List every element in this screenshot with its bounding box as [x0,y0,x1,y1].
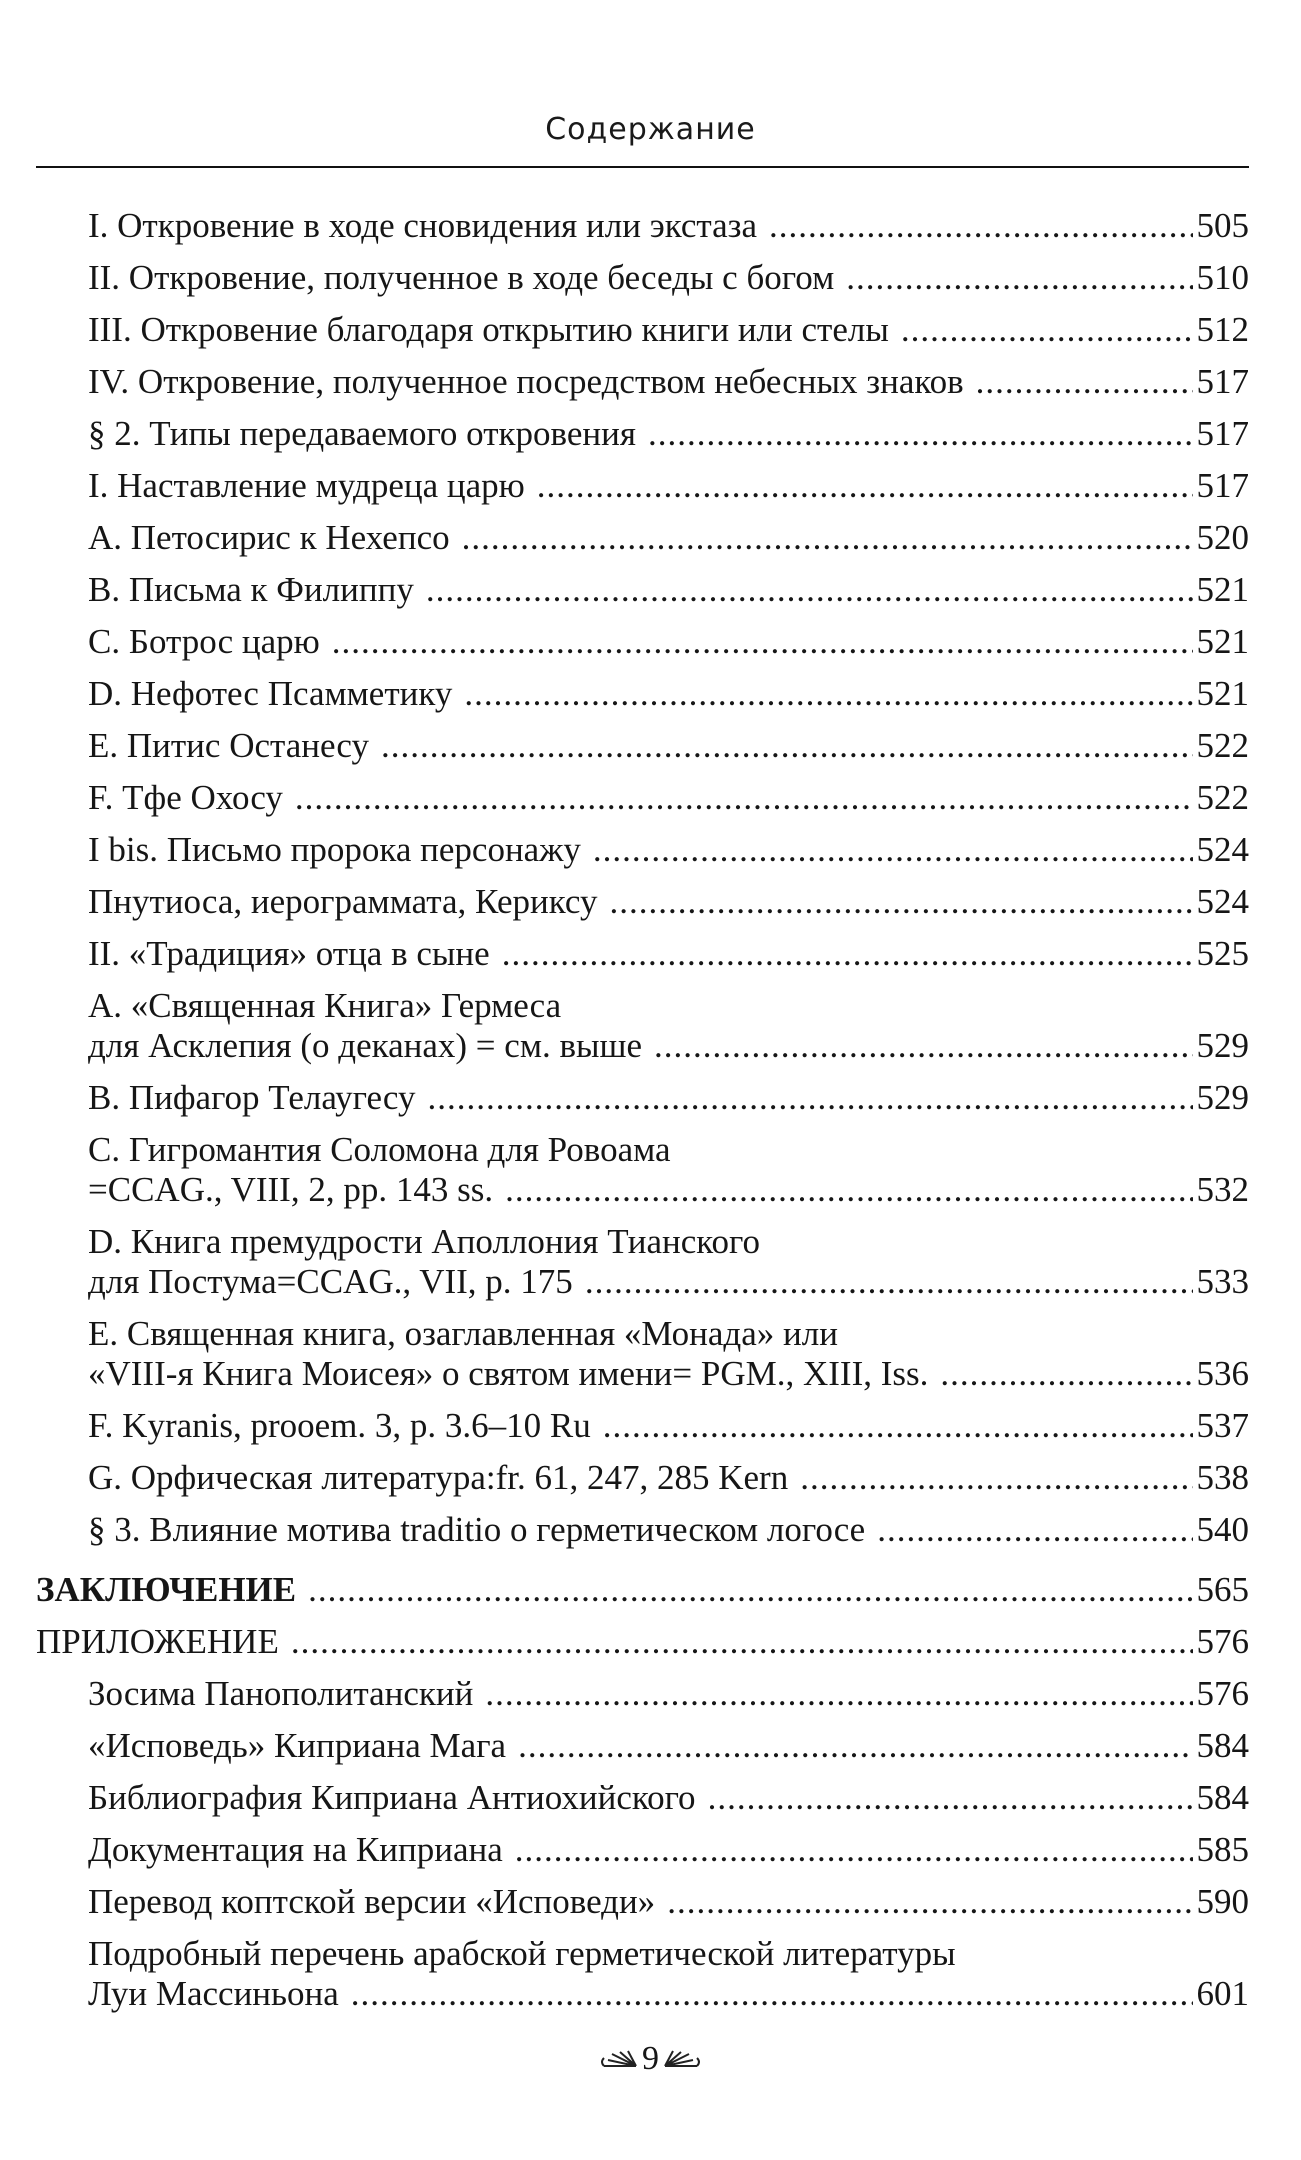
toc-entry-title: D. Нефотес Псамметику [88,674,453,713]
dot-leader [351,1974,1193,2014]
dot-leader [381,726,1193,766]
toc-entry-page: 517 [1196,466,1249,505]
toc-entry-page: 565 [1196,1570,1249,1609]
dot-leader [877,1510,1192,1550]
dot-leader [609,882,1192,922]
toc-entry-page: 521 [1196,674,1249,713]
toc-entry-page: 529 [1196,1078,1249,1117]
toc-entry-title: § 3. Влияние мотива traditio о герметическом логосе [88,1510,866,1549]
page-folio [0,2040,1301,2078]
toc-entry-title: II. «Традиция» отца в сыне [88,934,490,973]
dot-leader [518,1726,1192,1766]
toc-entry [36,1222,1249,1302]
toc-entry-title-line: C. Гигромантия Соломона для Ровоама [88,1130,671,1169]
toc-entry-title: B. Письма к Филиппу [88,570,414,609]
dot-leader [291,1622,1193,1662]
dot-leader [505,1170,1192,1210]
toc-entry-title-line: E. Священная книга, озаглавленная «Монада» или [88,1314,838,1353]
table-of-contents [36,206,1249,2026]
dot-leader [846,258,1192,298]
dot-leader [515,1830,1193,1870]
toc-entry [36,882,1249,922]
toc-entry [36,1778,1249,1818]
toc-entry [36,570,1249,610]
toc-entry [36,310,1249,350]
toc-entry-page: 536 [1196,1354,1249,1393]
toc-entry-title: для Постума=CCAG., VII, p. 175 [88,1262,573,1301]
dot-leader [648,414,1193,454]
toc-entry [36,414,1249,454]
toc-entry-page: 538 [1196,1458,1249,1497]
dot-leader [464,674,1192,714]
dot-leader [308,1570,1192,1610]
running-head: Содержание [545,112,756,147]
toc-entry-title-line: A. «Священная Книга» Гермеса [88,986,562,1025]
dot-leader [976,362,1193,402]
dot-leader [901,310,1193,350]
toc-entry-page: 601 [1196,1974,1249,2013]
dot-leader [654,1026,1192,1066]
dot-leader [537,466,1193,506]
toc-entry [36,1622,1249,1662]
toc-entry-page: 524 [1196,830,1249,869]
toc-entry-page: 520 [1196,518,1249,557]
toc-entry-title: § 2. Типы передаваемого откровения [88,414,636,453]
toc-entry-page: 521 [1196,570,1249,609]
toc-entry [36,986,1249,1066]
toc-entry-title: I. Наставление мудреца царю [88,466,525,505]
toc-entry-page: 529 [1196,1026,1249,1065]
left-ornament-icon [598,2048,638,2070]
toc-entry-page: 517 [1196,414,1249,453]
toc-entry-page: 522 [1196,778,1249,817]
dot-leader [769,206,1192,246]
toc-entry [36,1458,1249,1498]
toc-entry-title: ЗАКЛЮЧЕНИЕ [36,1570,297,1609]
toc-entry-title: I bis. Письмо пророка персонажу [88,830,581,869]
dot-leader [593,830,1193,870]
toc-entry-title: G. Орфическая литература:fr. 61, 247, 285 Kern [88,1458,789,1497]
toc-entry [36,1570,1249,1610]
dot-leader [332,622,1193,662]
toc-entry [36,934,1249,974]
toc-entry-title: «Исповедь» Киприана Мага [88,1726,507,1765]
toc-entry-page: 590 [1196,1882,1249,1921]
toc-entry-title: Зосима Панополитанский [88,1674,474,1713]
toc-entry [36,1882,1249,1922]
dot-leader [708,1778,1193,1818]
right-ornament-icon [663,2048,703,2070]
toc-entry-title: для Асклепия (о деканах) = см. выше [88,1026,643,1065]
toc-entry [36,1510,1249,1550]
toc-entry-title: C. Ботрос царю [88,622,320,661]
toc-entry-title: =CCAG., VIII, 2, pp. 143 ss. [88,1170,494,1209]
toc-entry-title: A. Петосирис к Нехепсо [88,518,450,557]
dot-leader [603,1406,1193,1446]
toc-entry-title: IV. Откровение, полученное посредством небесных знаков [88,362,964,401]
toc-entry-page: 540 [1196,1510,1249,1549]
dot-leader [940,1354,1192,1394]
dot-leader [585,1262,1193,1302]
dot-leader [502,934,1193,974]
dot-leader [427,1078,1192,1118]
toc-entry [36,674,1249,714]
toc-entry-title: «VIII-я Книга Моисея» о святом имени= PGM., XIII, Iss. [88,1354,929,1393]
toc-entry [36,1078,1249,1118]
toc-entry-title: II. Откровение, полученное в ходе беседы с богом [88,258,835,297]
toc-entry-title: Перевод коптской версии «Исповеди» [88,1882,656,1921]
toc-entry-page: 537 [1196,1406,1249,1445]
toc-entry-title: ПРИЛОЖЕНИЕ [36,1622,279,1661]
toc-entry [36,1726,1249,1766]
toc-entry [36,1674,1249,1714]
toc-entry [36,1934,1249,2014]
toc-entry-title-line: Подробный перечень арабской герметической литературы [88,1934,956,1973]
toc-entry-page: 532 [1196,1170,1249,1209]
toc-entry-title: B. Пифагор Телаугесу [88,1078,416,1117]
toc-entry-title: F. Тфе Охосу [88,778,283,817]
toc-entry-page: 576 [1196,1622,1249,1661]
dot-leader [667,1882,1192,1922]
toc-entry-page: 517 [1196,362,1249,401]
toc-entry [36,830,1249,870]
toc-entry-title: E. Питис Останесу [88,726,369,765]
toc-entry-page: 505 [1196,206,1249,245]
toc-entry [36,466,1249,506]
toc-entry-title: Документация на Киприана [88,1830,503,1869]
toc-entry-page: 584 [1196,1778,1249,1817]
page-number: 9 [642,2040,659,2077]
toc-entry-title: III. Откровение благодаря открытию книги или стелы [88,310,889,349]
toc-entry [36,778,1249,818]
toc-entry [36,206,1249,246]
toc-entry-page: 524 [1196,882,1249,921]
toc-entry [36,518,1249,558]
toc-entry-page: 525 [1196,934,1249,973]
toc-entry [36,1314,1249,1394]
dot-leader [426,570,1193,610]
dot-leader [485,1674,1192,1714]
dot-leader [800,1458,1192,1498]
toc-entry-title-line: D. Книга премудрости Аполлония Тианского [88,1222,760,1261]
toc-entry [36,726,1249,766]
dot-leader [295,778,1193,818]
toc-entry-title: F. Kyranis, prooem. 3, p. 3.6–10 Ru [88,1406,591,1445]
toc-entry-page: 510 [1196,258,1249,297]
toc-entry-title: Луи Массиньона [88,1974,339,2013]
dot-leader [462,518,1193,558]
toc-entry-page: 521 [1196,622,1249,661]
header-rule [36,166,1249,168]
toc-entry [36,1130,1249,1210]
toc-entry-page: 584 [1196,1726,1249,1765]
toc-entry [36,1406,1249,1446]
toc-entry-page: 585 [1196,1830,1249,1869]
toc-entry-page: 533 [1196,1262,1249,1301]
toc-entry-page: 512 [1196,310,1249,349]
toc-entry-title: Пнутиоса, иерограммата, Кериксу [88,882,598,921]
toc-entry-page: 522 [1196,726,1249,765]
toc-entry [36,362,1249,402]
toc-entry-page: 576 [1196,1674,1249,1713]
toc-entry-title: I. Откровение в ходе сновидения или экстаза [88,206,758,245]
toc-entry [36,622,1249,662]
toc-entry [36,258,1249,298]
toc-entry-title: Библиография Киприана Антиохийского [88,1778,696,1817]
toc-entry [36,1830,1249,1870]
